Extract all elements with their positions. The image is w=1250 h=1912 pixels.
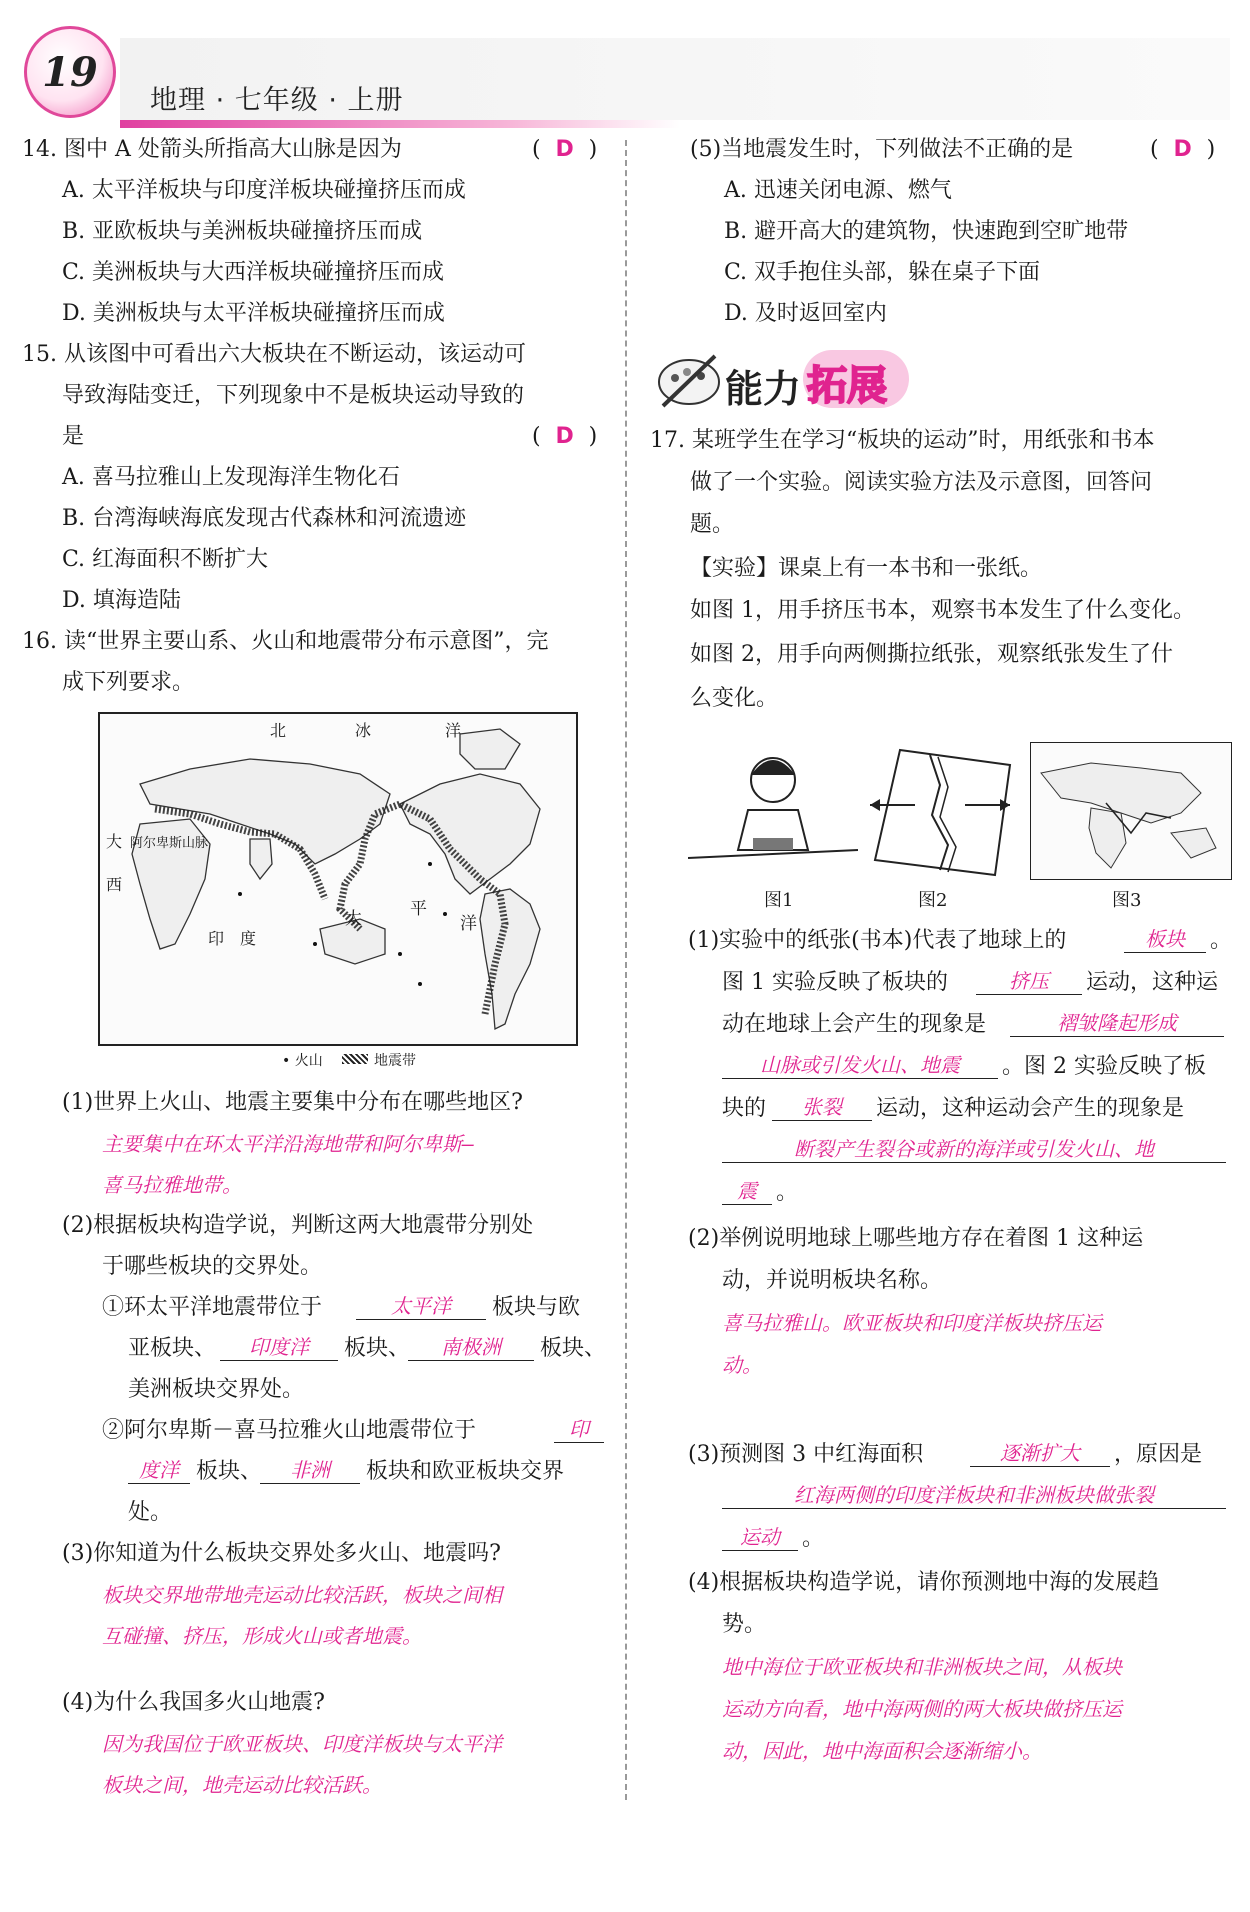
volcano-dot [313, 942, 317, 946]
q17-1-l5-prefix: 块的 [722, 1096, 767, 1121]
section-title-part2: 拓展 [807, 363, 887, 409]
page-header [20, 18, 1230, 128]
q17-3-post: ，原因是 [1114, 1442, 1203, 1467]
map-label-tai: 太 [345, 909, 362, 929]
q17-1-blank-phenomenon-a: 褶皱隆起形成 [1010, 1010, 1224, 1037]
book-title: 地理 · 七年级 · 上册 [150, 85, 404, 116]
q17-4-answer-line2: 运动方向看，地中海两侧的两大板块做挤压运 [722, 1697, 1122, 1721]
q17-1-l4-post: 。图 2 实验反映了板 [1002, 1054, 1206, 1079]
q17-1-blank-plate: 板块 [1124, 926, 1206, 953]
q17-1-l2-post: 运动，这种运 [1086, 970, 1219, 995]
q15-stem-line1: 15. 从该图中可看出六大板块在不断运动，该运动可 [22, 342, 526, 367]
q16-2-p2-mid: 板块、 [196, 1459, 263, 1484]
q17-1-blank-phenomenon-b: 山脉或引发火山、地震 [722, 1052, 998, 1079]
q16-2-blank-antarctic: 南极洲 [408, 1334, 534, 1361]
q17-1-l1-prefix: (1)实验中的纸张(书本)代表了地球上的 [688, 928, 1067, 953]
q17-4-answer-line3: 动，因此，地中海面积会逐渐缩小。 [722, 1739, 1042, 1763]
page-number: 19 [42, 49, 98, 96]
q14-option-c: C. 美洲板块与大西洋板块碰撞挤压而成 [62, 260, 445, 285]
q16-4-question: (4)为什么我国多火山地震? [62, 1690, 325, 1715]
q16-5-option-d: D. 及时返回室内 [724, 301, 887, 326]
volcano-dot [428, 862, 432, 866]
map-label-yin: 印 [208, 929, 225, 948]
map-label-ping: 平 [410, 899, 427, 919]
landmass-south-america [480, 889, 540, 1029]
q17-4-question-line2: 势。 [722, 1612, 767, 1637]
column-divider [625, 140, 627, 1800]
q16-2-p2-post: 板块和欧亚板块交界 [366, 1459, 565, 1484]
q15-option-c: C. 红海面积不断扩大 [62, 547, 269, 572]
q17-stem-line1: 17. 某班学生在学习“板块的运动”时，用纸张和书本 [650, 428, 1155, 453]
q16-2-blank-indian: 印度洋 [220, 1334, 338, 1361]
q17-3-blank-reason-a: 红海两侧的印度洋板块和非洲板块做张裂 [722, 1482, 1226, 1509]
q17-1-l7-post: 。 [776, 1180, 799, 1205]
q16-2-p1-mid: 板块与欧 [492, 1295, 581, 1320]
q15-answer: D [555, 424, 574, 449]
q17-4-answer-line1: 地中海位于欧亚板块和非洲板块之间，从板块 [722, 1655, 1122, 1679]
q16-stem-line2: 成下列要求。 [62, 670, 195, 695]
figure1-caption: 图1 [764, 890, 794, 911]
map-label-north: 北 [270, 721, 287, 740]
q17-exp-line2: 如图 1，用手挤压书本，观察书本发生了什么变化。 [690, 598, 1195, 623]
map-label-xi: 西 [106, 875, 123, 894]
q17-exp-line3: 如图 2，用手向两侧撕拉纸张，观察纸张发生了什 [690, 642, 1173, 667]
q16-2-blank-pacific: 太平洋 [356, 1293, 486, 1320]
q17-1-l3-prefix: 动在地球上会产生的现象是 [722, 1012, 987, 1037]
q17-exp-line1: 【实验】课桌上有一本书和一张纸。 [690, 556, 1043, 581]
map-label-ice: 冰 [355, 721, 372, 740]
q17-3-prefix: (3)预测图 3 中红海面积 [688, 1442, 924, 1467]
q16-2-p1b-prefix: 亚板块、 [128, 1336, 217, 1361]
palette-icon [655, 348, 725, 412]
q16-5-option-a: A. 迅速关闭电源、燃气 [724, 178, 952, 203]
landmass-greenland [460, 729, 520, 769]
q16-2-blank-indian-a: 印 [554, 1416, 604, 1443]
map-legend-volcano: • 火山 [282, 1053, 323, 1069]
q17-1-blank-result-a: 断裂产生裂谷或新的海洋或引发火山、地 [722, 1136, 1226, 1163]
q17-exp-line4: 么变化。 [690, 686, 779, 711]
volcano-dot [443, 912, 447, 916]
q17-stem-line3: 题。 [690, 512, 735, 537]
q16-2-blank-africa: 非洲 [260, 1457, 360, 1484]
q17-3-blank-reason-b: 运动 [722, 1524, 798, 1551]
figure2-caption: 图2 [918, 890, 948, 911]
q16-2-question-line2: 于哪些板块的交界处。 [102, 1254, 323, 1279]
map-label-du: 度 [240, 929, 257, 948]
q16-2-p1b-mid: 板块、 [344, 1336, 411, 1361]
q16-stem-line1: 16. 读“世界主要山系、火山和地震带分布示意图”，完 [22, 629, 549, 654]
q17-3-end: 。 [802, 1526, 825, 1551]
q16-5-option-c: C. 双手抱住头部，躲在桌子下面 [724, 260, 1041, 285]
figure2-drawing [860, 745, 1020, 880]
q16-5-answer: D [1173, 137, 1192, 162]
map-label-alps: 阿尔卑斯山脉 [130, 836, 209, 851]
q16-5-answer-paren: ( D ) [1150, 137, 1216, 162]
q16-2-p1c: 美洲板块交界处。 [128, 1377, 305, 1402]
map-label-ocean-north: 洋 [445, 721, 462, 740]
q17-1-l5-post: 运动，这种运动会产生的现象是 [876, 1096, 1185, 1121]
q16-2-p2-end: 处。 [128, 1500, 173, 1525]
volcano-dot [398, 952, 402, 956]
figure3-map [1030, 742, 1232, 880]
q15-stem-line2: 导致海陆变迁，下列现象中不是板块运动导致的 [62, 383, 525, 408]
q14-answer-paren: ( D ) [532, 137, 598, 162]
q17-1-blank-squeeze: 挤压 [976, 968, 1082, 995]
q15-option-b: B. 台湾海峡海底发现古代森林和河流遗迹 [62, 506, 467, 531]
q14-option-a: A. 太平洋板块与印度洋板块碰撞挤压而成 [62, 178, 466, 203]
volcano-dot [418, 982, 422, 986]
q17-1-l2-prefix: 图 1 实验反映了板块的 [722, 970, 948, 995]
q16-4-answer-line1: 因为我国位于欧亚板块、印度洋板块与太平洋 [102, 1732, 502, 1756]
q16-3-answer-line2: 互碰撞、挤压，形成火山或者地震。 [102, 1624, 422, 1648]
header-rule [120, 120, 680, 128]
q14-answer: D [555, 137, 574, 162]
volcano-dot [238, 892, 242, 896]
q14-stem: 14. 图中 A 处箭头所指高大山脉是因为 [22, 137, 402, 162]
figure3-map-drawing [1031, 743, 1231, 879]
world-map-drawing [100, 714, 576, 1044]
q15-option-d: D. 填海造陆 [62, 588, 181, 613]
q16-2-p1-prefix: ①环太平洋地震带位于 [102, 1295, 323, 1320]
q16-3-answer-line1: 板块交界地带地壳运动比较活跃，板块之间相 [102, 1583, 502, 1607]
q14-option-b: B. 亚欧板块与美洲板块碰撞挤压而成 [62, 219, 423, 244]
world-map [98, 712, 578, 1046]
q15-answer-paren: ( D ) [532, 424, 598, 449]
figure1-drawing [688, 740, 858, 880]
q17-1-blank-result-b: 震 [722, 1178, 772, 1205]
section-title-part1: 能力 [725, 367, 802, 411]
q14-option-d: D. 美洲板块与太平洋板块碰撞挤压而成 [62, 301, 445, 326]
q17-2-answer-line2: 动。 [722, 1353, 762, 1377]
q16-1-answer-line2: 喜马拉雅地带。 [102, 1173, 242, 1197]
q16-3-question: (3)你知道为什么板块交界处多火山、地震吗? [62, 1541, 501, 1566]
map-legend-hatch [342, 1054, 368, 1064]
section-heading [655, 348, 915, 418]
q16-2-p1b-post: 板块、 [540, 1336, 607, 1361]
q17-4-question-line1: (4)根据板块构造学说，请你预测地中海的发展趋 [688, 1570, 1160, 1595]
map-legend-quake: 地震带 [374, 1053, 416, 1069]
q17-stem-line2: 做了一个实验。阅读实验方法及示意图，回答问 [690, 470, 1153, 495]
q16-1-question: (1)世界上火山、地震主要集中分布在哪些地区? [62, 1090, 523, 1115]
landmass-north-america [400, 774, 540, 894]
map-label-da: 大 [106, 832, 123, 851]
figure3-caption: 图3 [1112, 890, 1142, 911]
q16-1-answer-line1: 主要集中在环太平洋沿海地带和阿尔卑斯— [102, 1132, 475, 1156]
q17-2-answer-line1: 喜马拉雅山。欧亚板块和印度洋板块挤压运 [722, 1311, 1102, 1335]
map-label-yang: 洋 [460, 914, 477, 934]
q16-2-question-line1: (2)根据板块构造学说，判断这两大地震带分别处 [62, 1213, 534, 1238]
q16-2-p2-prefix: ②阿尔卑斯－喜马拉雅火山地震带位于 [102, 1418, 477, 1443]
q16-2-blank-indian-b: 度洋 [128, 1457, 190, 1484]
q16-5-option-b: B. 避开高大的建筑物，快速跑到空旷地带 [724, 219, 1129, 244]
q17-3-blank-trend: 逐渐扩大 [970, 1440, 1110, 1467]
q17-1-blank-rift: 张裂 [772, 1094, 872, 1121]
q15-option-a: A. 喜马拉雅山上发现海洋生物化石 [62, 465, 400, 490]
q17-2-question-line1: (2)举例说明地球上哪些地方存在着图 1 这种运 [688, 1226, 1144, 1251]
q16-5-stem: (5)当地震发生时，下列做法不正确的是 [690, 137, 1074, 162]
q15-stem-line3: 是 [62, 424, 85, 449]
q17-1-l1-post: 。 [1210, 928, 1233, 953]
landmass-india [250, 839, 272, 879]
q16-4-answer-line2: 板块之间，地壳运动比较活跃。 [102, 1773, 382, 1797]
page-number-badge [24, 26, 116, 118]
q17-2-question-line2: 动，并说明板块名称。 [722, 1268, 943, 1293]
